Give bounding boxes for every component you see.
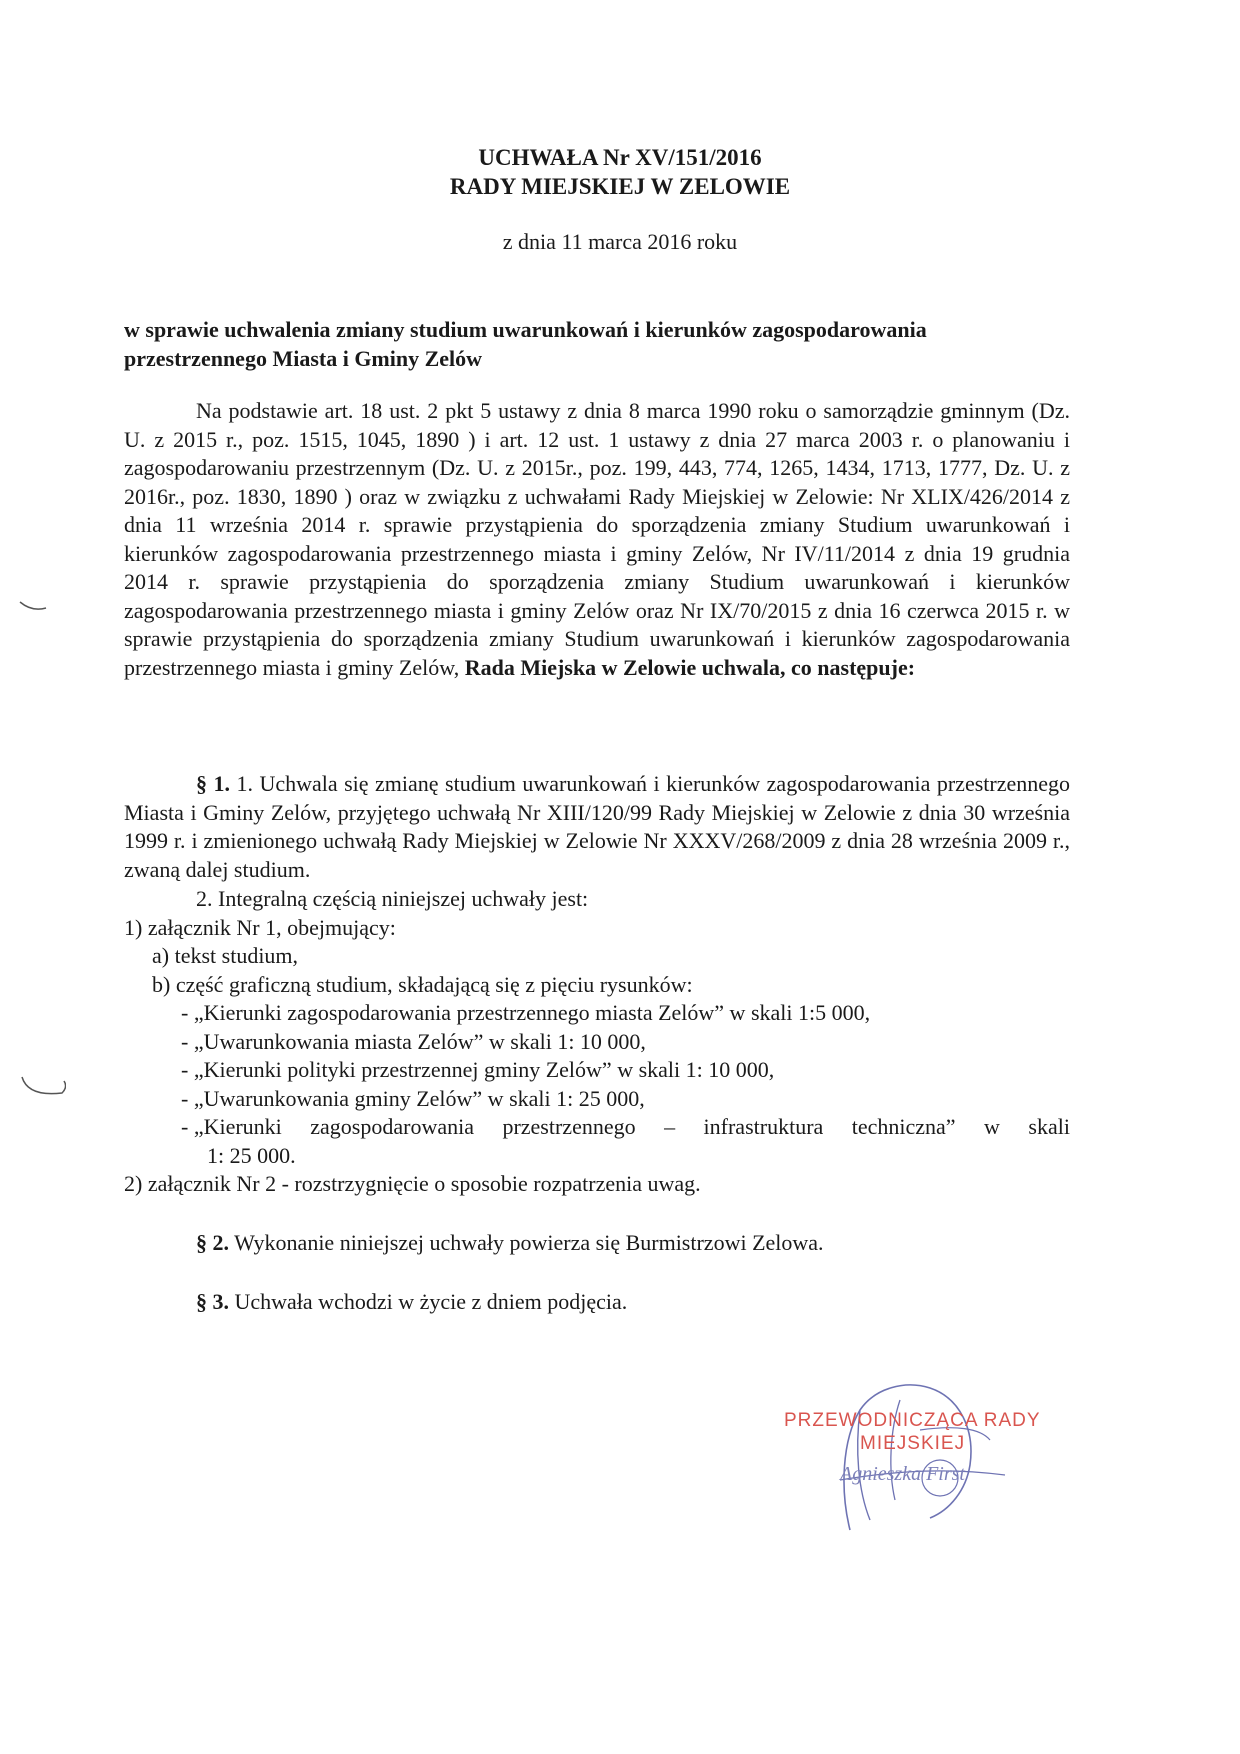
drawing-word: skali [1028,1114,1070,1139]
drawing-word: w [984,1114,1000,1139]
section-2-text: Wykonanie niniejszej uchwały powierza się Burmistrzowi Zelowa. [234,1230,824,1255]
section-1-point-1 [124,770,1070,884]
preamble-bold-tail: Rada Miejska w Zelowie uchwala, co następuje: [464,654,916,680]
drawing-word: zagospodarowania [310,1114,474,1139]
handwritten-signature [780,1370,1080,1550]
title-line-1: UCHWAŁA Nr XV/151/2016 [478,145,762,170]
drawing-word: przestrzennego [502,1114,636,1139]
section-3-mark: § 3. [196,1289,229,1314]
stamp-signatory-name: Agnieszka First [840,1463,965,1485]
preamble-text: Na podstawie art. 18 ust. 2 pkt 5 ustawy z dnia 8 marca 1990 roku o samorządzie gminnym (Dz. U. z 2015 r., poz. 1515, 1045, 1890 ) i art. 12 ust. 1 ustawy z dnia 27 marca 2003 r. o planowaniu i zagospodarowaniu przestrzennym (Dz. U. z 2015r., poz. 199, 443, 774, 1265, 1434, 1713, 1777, Dz. U. z 2016r., poz. 1830, 1890 ) oraz w związku z uchwałami Rady Miejskiej w Zelowie: Nr XLIX/426/2014 z dnia 11 września 2014 r. sprawie przystąpienia do sporządzenia zmiany Studium uwarunkowań i kierunków zagospodarowania przestrzennego miasta i gminy Zelów, Nr IV/11/2014 z dnia 19 grudnia 2014 r. sprawie przystąpienia do sporządzenia zmiany Studium uwarunkowań i kierunków zagospodarowania przestrzennego miasta i gminy Zelów oraz Nr IX/70/2015 z dnia 16 czerwca 2015 r. w sprawie przystąpienia do sporządzenia zmiany Studium uwarunkowań i kierunków zagospodarowania przestrzennego miasta i gminy Zelów, [124,398,1070,680]
attachment-2: 2) załącznik Nr 2 - rozstrzygnięcie o sposobie rozpatrzenia uwag. [124,1171,701,1196]
drawing-word: – [664,1114,676,1139]
drawing-word: infrastruktura [703,1114,824,1139]
stamp-title: PRZEWODNICZĄCA RADY [784,1410,1041,1431]
chairperson-stamp [780,1370,1080,1550]
drawing-item-last [124,1113,1070,1142]
attachment-1: 1) załącznik Nr 1, obejmujący: [124,914,396,940]
section-3 [196,1289,627,1315]
drawing-word: - „Kierunki [181,1114,282,1139]
drawing-item: - „Kierunki zagospodarowania przestrzennego miasta Zelów” w skali 1:5 000, [181,1000,871,1025]
section-3-text: Uchwała wchodzi w życie z dniem podjęcia. [234,1289,628,1314]
drawing-item: - „Kierunki polityki przestrzennej gminy Zelów” w skali 1: 10 000, [181,1057,775,1082]
resolution-title [0,143,1240,201]
margin-mark-lower [18,1073,66,1103]
section-1-point-1-text: 1. Uchwala się zmianę studium uwarunkowań i kierunków zagospodarowania przestrzennego Miasta i Gminy Zelów, przyjętego uchwałą Nr XIII/120/99 Rady Miejskiej w Zelowie z dnia 30 września 1999 r. i zmienionego uchwałą Rady Miejskiej w Zelowie Nr XXXV/268/2009 z dnia 28 września 2009 r., zwaną dalej studium. [124,771,1071,882]
drawing-item-last-scale: 1: 25 000. [207,1142,296,1168]
section-1-point-2: 2. Integralną częścią niniejszej uchwały jest: [196,886,589,911]
drawing-item: - „Uwarunkowania miasta Zelów” w skali 1: 10 000, [181,1028,646,1054]
section-1-mark: § 1. [196,771,230,796]
resolution-subject: w sprawie uchwalenia zmiany studium uwarunkowań i kierunków zagospodarowania przestrzennego Miasta i Gminy Zelów [124,317,927,371]
title-line-2: RADY MIEJSKIEJ W ZELOWIE [449,174,791,199]
stamp-subtitle: MIEJSKIEJ [860,1433,966,1454]
drawing-item: - „Uwarunkowania gminy Zelów” w skali 1: 25 000, [181,1085,645,1111]
resolution-date: z dnia 11 marca 2016 roku [502,229,738,254]
attachment-1-graphics: b) część graficzną studium, składającą się z pięciu rysunków: [152,971,693,997]
margin-mark-upper [18,598,48,614]
drawing-word: techniczna” [851,1114,956,1139]
section-2 [196,1230,824,1256]
section-1-attachments [124,885,1070,1199]
preamble [124,397,1070,682]
section-2-mark: § 2. [196,1230,229,1255]
attachment-1-text: a) tekst studium, [152,943,299,968]
